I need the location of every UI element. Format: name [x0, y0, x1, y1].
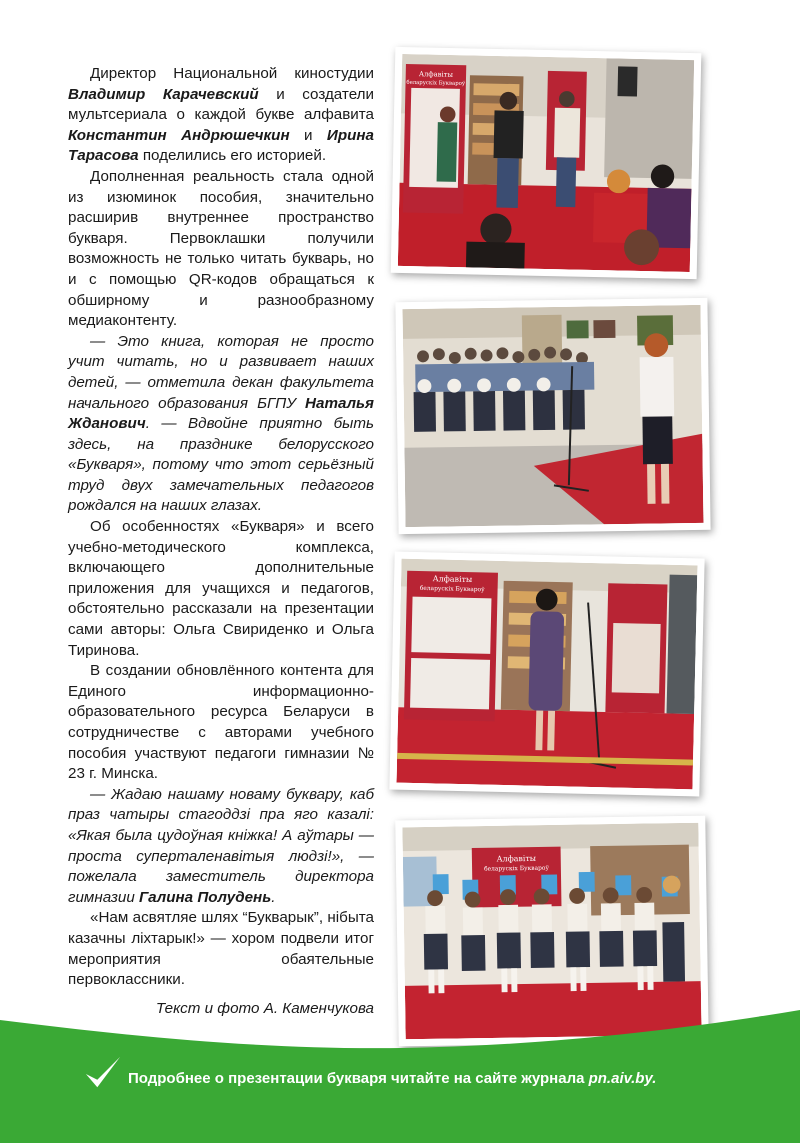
footer-text-line: Подробнее о презентации букваря читайте на сайте журнала pn.aiv.by.: [128, 1069, 657, 1087]
banner-title-4: Алфавіты: [496, 853, 537, 864]
name-tarasova: Ирина Тарасова: [68, 126, 374, 165]
article-text: [68, 64, 374, 1019]
photo-zhdanovich-speech: [395, 298, 710, 534]
banner-subtitle-3: беларускіх Буквароў: [419, 584, 485, 594]
paragraph-6-quote: — Жадаю нашаму новаму буквару, каб праз чатыры стагоддзі пра яго казалі: «Якая была цудоўная кніжка! А аўтары — проста суперталенавітыя людзі!», — пожелала заместитель директора гимназии Галина Полудень.: [68, 785, 374, 906]
footer-note: [84, 1063, 774, 1093]
photo-credit: Текст и фото А. Каменчукова: [155, 999, 374, 1017]
name-andryushechkin: Константин Андрюшечкин: [68, 126, 290, 144]
paragraph-1: Директор Национальной киностудии Владимир Карачевский и создатели мультсериала о каждой букве алфавита Константин Андрюшечкин и Ирина Тарасова поделились его историей.: [68, 65, 374, 165]
name-poluden: Галина Полудень: [139, 888, 272, 906]
footer-site-link[interactable]: pn.aiv.by.: [588, 1069, 657, 1087]
paragraph-7: «Нам асвятляе шлях “Букварык”, нібыта казачны ліхтарык!» — хором подвели итог мероприятия обаятельные первоклассники.: [68, 909, 374, 989]
checkmark-icon: [84, 1055, 122, 1093]
paragraph-4: Об особенностях «Букваря» и всего учебно-методического комплекса, включающего дополнительные приложения для учащихся и педагогов, обстоятельно рассказали на презентации сами авторы: Ольга Свириденко и Ольга Тиринова.: [68, 518, 374, 659]
paragraph-3-quote: — Это книга, которая не просто учит читать, но и развивает наших детей, — отметила декан факультета начального образования БГПУ Наталья Жданович. — Вдвойне приятно быть здесь, на празднике белорусского «Букваря», потому что этот серьёзный труд двух замечательных педагогов рождался на наших глазах.: [68, 332, 374, 515]
banner-subtitle-1: беларускіх Буквароў: [406, 79, 466, 88]
photo-author-speech: [389, 552, 704, 797]
banner-title-1: Алфавіты: [418, 70, 453, 79]
name-karachevsky: Владимир Карачевский: [68, 85, 259, 103]
paragraph-2: Дополненная реальность стала одной из изюминок пособия, значительно расширив внутреннее пространство букваря. Первоклашки получили возможность не только читать букварь, но и с помощью QR-кодов обращаться к обширному и разнообразному медиаконтенту.: [68, 167, 374, 330]
banner-title-3: Алфавіты: [432, 574, 473, 585]
name-zhdanovich: Наталья Жданович: [68, 394, 374, 433]
banner-subtitle-4: беларускіх Буквароў: [483, 864, 549, 873]
paragraph-5: В создании обновлённого контента для Единого информационно-образовательного ресурса Беларуси в сотрудничестве с авторами учебного пособия участвуют педагоги гимназии № 23 г. Минска.: [68, 662, 374, 783]
photo-presentation-speakers: [391, 47, 702, 279]
